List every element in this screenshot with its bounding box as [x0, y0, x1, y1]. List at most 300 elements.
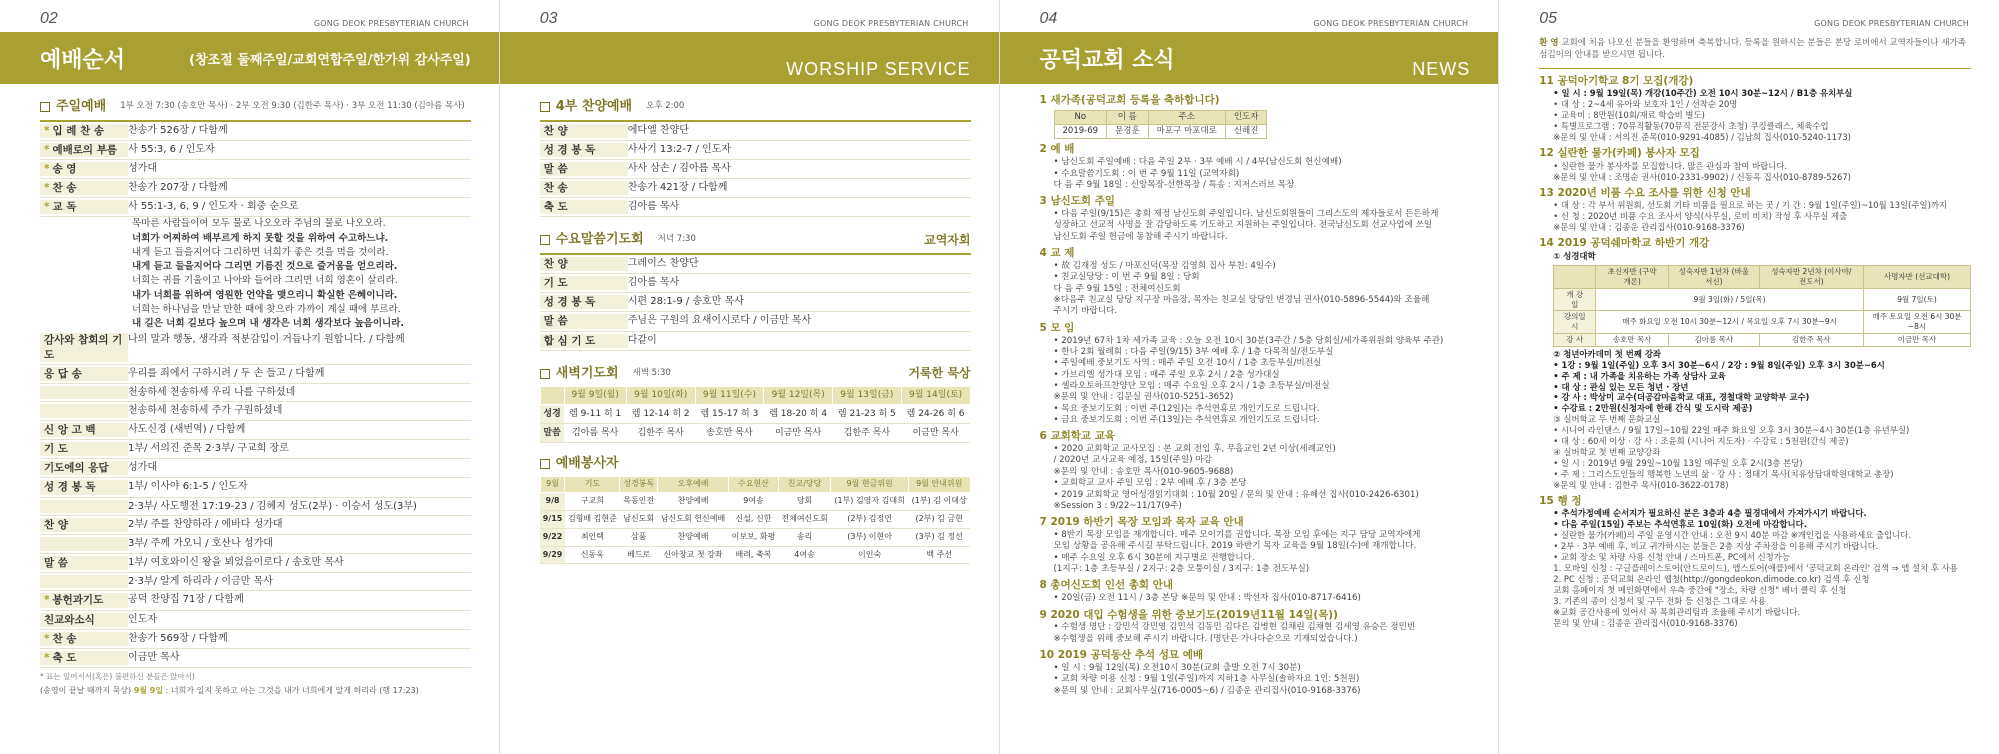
- news-heading: 6 교회학교 교육: [1039, 430, 1115, 443]
- page-header: [1499, 0, 1999, 32]
- star-icon: *: [44, 162, 50, 175]
- news-line: ※수험생을 위해 중보해 주시기 바랍니다. (명단은 가나다순으로 기재되었습니다.): [1053, 633, 1358, 644]
- order-label-text: 교 독: [52, 201, 77, 214]
- band-english-title: WORSHIP SERVICE: [786, 59, 971, 79]
- table-header-cell: 성숙자반 1년차 (바울서신): [1669, 266, 1760, 289]
- page-02: [0, 0, 500, 754]
- order-value: 우리를 죄에서 구하시려 / 두 손 들고 / 다함께: [128, 367, 325, 379]
- order-value: 천송하세 천송하세 주가 구원하셨네: [128, 405, 283, 417]
- table-cell: 매주 화요일 오전 10시 30분~12시 / 목요일 오후 7시 30분~9시: [1596, 311, 1864, 334]
- news-heading: 5 모 임: [1039, 321, 1075, 334]
- order-value: 찬송가 569장 / 다함께: [128, 632, 228, 644]
- news-item: [1040, 94, 1471, 139]
- order-label: [40, 613, 128, 627]
- news-line: ① 성경대학: [1553, 250, 1596, 261]
- church-name: GONG DEOK PRESBYTERIAN CHURCH: [1814, 19, 1969, 28]
- order-value: 시편 28:1-9 / 송호만 목사: [627, 296, 744, 308]
- news-line: ※문의 및 안내 : 서의진 준목(010-9291-4085) / 김남희 집사(010-5240-1173): [1553, 132, 1851, 143]
- title-band: [1000, 32, 1499, 84]
- table-header: [1554, 266, 1971, 289]
- order-row: [40, 554, 471, 573]
- order-row: [40, 365, 471, 384]
- order-label-text: 찬 송: [543, 182, 568, 195]
- page-number: 04: [1039, 10, 1058, 27]
- order-label: [40, 404, 128, 418]
- order-label: [40, 124, 128, 138]
- responsive-reading: [40, 217, 471, 331]
- order-label-text: 말 씀: [543, 315, 568, 328]
- scripture-line: 내게 듣고 들을지어다 그리면 기름진 것으로 즐거움을 얻으리라.: [132, 261, 398, 273]
- table-cell: (2부) 김 금현: [908, 510, 970, 528]
- page-03: [500, 0, 1000, 754]
- church-name: GONG DEOK PRESBYTERIAN CHURCH: [1313, 19, 1469, 28]
- news-line: • 대 상 : 관심 있는 모든 청년 · 장년: [1553, 381, 1689, 392]
- order-value: 김아름 목사: [627, 277, 680, 289]
- order-label-text: 송 영: [52, 162, 77, 175]
- news-line: ※다음주 친교실 당당 지구장 마음장, 목자는 친교실 당당인 변경님 권사(010-5896-5544)와 조율해: [1053, 294, 1430, 305]
- table-row: [1554, 333, 1971, 346]
- table-cell: 렘 18-20 히 4: [764, 404, 833, 423]
- order-label-text: 기 도: [543, 277, 568, 290]
- table-cell: 송호만 목사: [1596, 333, 1669, 346]
- news-line: / 2020년 교사교육 예정, 15일(주일) 마감: [1053, 455, 1212, 466]
- news-line: 문의 및 안내 : 김종운 관리집사(010-9168-3376): [1553, 617, 1738, 628]
- table-cell: 성경: [540, 404, 564, 423]
- welcome-note: [1539, 38, 1971, 69]
- service-times: 1부 오전 7:30 (송호만 목사) · 2부 오전 9:30 (김한주 목사) · 3부 오전 11:30 (김아름 목사): [120, 101, 465, 112]
- order-row: [40, 198, 471, 217]
- table-cell: 매주 토요일 오전 6시 30분~8시: [1863, 311, 1970, 334]
- table-header-cell: 주소: [1148, 110, 1225, 124]
- table-cell: 마포구 마포대로: [1148, 125, 1225, 139]
- table-cell: 이금만 목사: [764, 423, 833, 442]
- order-label-text: 예배로의 부름: [52, 143, 118, 156]
- table-cell: 송리: [778, 528, 830, 546]
- title-band: [0, 32, 499, 84]
- dawn-prayer-table: [540, 386, 971, 442]
- star-icon: *: [44, 632, 50, 645]
- order-row: [540, 141, 971, 160]
- new-family-table: [1054, 110, 1268, 139]
- order-row: [540, 274, 971, 293]
- scripture-line: 내 길은 너희 길보다 높으며 내 생각은 너희 생각보다 높음이니라.: [132, 318, 404, 330]
- news-item: [1040, 143, 1471, 191]
- order-value: 찬송가 207장 / 다함께: [128, 182, 228, 194]
- table-cell: 9/22: [540, 528, 565, 546]
- order-label: [40, 500, 128, 514]
- news-line: • 수요말씀기도회 : 이 번 주 9월 11일 (교역자회): [1053, 168, 1240, 179]
- order-row: [540, 198, 971, 217]
- table-header-cell: 사명자반 (선교대학): [1863, 266, 1970, 289]
- news-line: • 주일예배 중보기도 사역 : 매주 주일 오전 10시 / 1층 초등부실/비전실: [1053, 358, 1322, 369]
- order-label-text: 성 경 봉 독: [543, 296, 596, 309]
- services: [500, 84, 999, 564]
- order-label: [40, 461, 128, 475]
- news-item: [1539, 187, 1971, 233]
- order-value: 1부/ 여호와이신 왕을 뵈었음이로다 / 송호만 목사: [128, 556, 344, 568]
- news-line: 다 음 주 9월 15일 : 전체여신도회: [1053, 283, 1181, 294]
- table-cell: 김아름 목사: [564, 423, 626, 442]
- section-time: 새벽 5:30: [632, 367, 671, 378]
- news-line: 3. 기존의 종이 신청서 및 구두 전화 등 신청은 그대로 사용: [1553, 595, 1766, 606]
- table-cell: 베드로: [620, 546, 657, 564]
- table-row: [1554, 311, 1971, 334]
- scripture-line: 목마른 사람들이여 모두 물로 나오오라 주님의 물로 나오오라.: [132, 218, 386, 230]
- news-item: [1040, 322, 1471, 427]
- news-line: • 주 제 : 내 가족을 치유하는 가족 상담사 교육: [1553, 370, 1726, 381]
- news-heading: 14 2019 공덕쉐마학교 하반기 개강: [1539, 236, 1710, 249]
- table-header-cell: 9월 12일(목): [764, 387, 833, 404]
- page-number: 02: [40, 10, 58, 27]
- order-label-text: 말 씀: [44, 556, 68, 569]
- table-cell: (3부) 이현아: [831, 528, 909, 546]
- news-line: • 수강료 : 2만원(신청자에 한해 간식 및 도시락 제공): [1553, 403, 1753, 414]
- order-row: [40, 498, 471, 517]
- order-label: [40, 367, 128, 381]
- table-header-cell: [1554, 266, 1596, 289]
- table-header-cell: 이 름: [1107, 110, 1149, 124]
- news-line: • 실란한 물가 봉사자를 모집합니다. 많은 관심과 참여 바랍니다.: [1553, 160, 1788, 171]
- star-icon: *: [44, 143, 50, 156]
- order-list-2: [40, 331, 471, 668]
- order-label: [40, 593, 128, 607]
- order-label: [540, 200, 628, 214]
- news-line: ※문의 및 안내 : 김종운 관리집사(010-9168-3376): [1553, 222, 1745, 232]
- footnote: * 표는 일어서서(혹은) 불편하신 분들은 앉아서): [40, 672, 195, 682]
- checkbox-icon: [40, 102, 50, 112]
- order-value: 김아름 목사: [627, 201, 680, 213]
- order-label: [40, 480, 128, 494]
- order-label: [540, 181, 628, 195]
- section-label: 수요말씀기도회: [555, 232, 644, 248]
- table-cell: 배려, 축복: [729, 546, 779, 564]
- table-cell: 최인택: [565, 528, 620, 546]
- table-header-cell: 9월 14일(토): [901, 387, 970, 404]
- news-heading: 13 2020년 비품 수요 조사를 위한 신청 안내: [1539, 186, 1751, 199]
- news-line: ② 청년아카데미 첫 번째 강좌: [1553, 348, 1661, 359]
- table-cell: 목동인전: [620, 493, 657, 511]
- order-label: [540, 295, 628, 309]
- order-label-text: 찬 양: [44, 519, 68, 532]
- news-line: • 대 상 : 60세 이상 · 강 사 : 조윤희 (시니어 지도자) · 수강료 : 5천원(간식 제공): [1553, 436, 1849, 447]
- table-row: [540, 493, 970, 511]
- order-row: [40, 122, 471, 141]
- table-cell: 9/29: [540, 546, 565, 564]
- table-cell: 렘 24-26 히 6: [901, 404, 970, 423]
- news-line: • 다음 주일(15일) 주보는 추석연휴로 10일(화) 오전에 마감합니다.: [1553, 519, 1807, 530]
- scripture-line: 너희가 어찌하여 배부르게 하지 못할 것을 위하여 수고하느냐.: [132, 232, 389, 244]
- order-value: 2·3부/ 사도행전 17:19-23 / 김혜지 성도(2부) · 이승서 성도(3부): [128, 500, 417, 512]
- order-row: [40, 573, 471, 592]
- table-row: [540, 546, 970, 564]
- news-line: • 수험생 명단 : 강민석 강민영 김민석 김동민 김다은 김병현 김채린 김채현 김세영 유승은 정민빈: [1053, 622, 1416, 633]
- page-title: 예배순서: [40, 47, 126, 73]
- volunteers-table: [540, 476, 971, 564]
- table-row: [1554, 288, 1971, 311]
- table-cell: 렘 15-17 히 3: [695, 404, 764, 423]
- order-value: 성가대: [128, 162, 157, 174]
- news-line: 교회 홈페이지 첫 메인화면에서 우측 중간에 "장소, 차량 신청" 배너 클릭 후 신청: [1553, 584, 1847, 595]
- news-line: 다 음 주 9월 18일 : 신앙목장-선한목장 / 특송 : 지저스러브 목장: [1053, 179, 1295, 190]
- order-label: [540, 276, 628, 290]
- order-value: 주님은 구원의 요새이시로다 / 이금만 목사: [627, 315, 812, 327]
- table-row: [1054, 125, 1267, 139]
- table-cell: 렘 21-23 히 5: [833, 404, 902, 423]
- table-cell: 9여송: [729, 493, 779, 511]
- table-cell: 강 사: [1554, 333, 1596, 346]
- table-cell: (1부) 김 이대상: [908, 493, 970, 511]
- news-line: • 교회 차량 이용 신청 : 9월 1일(주일)까지 지하1층 사무실(솔하자요 1인: 5천원): [1053, 674, 1360, 685]
- order-label: [40, 386, 128, 400]
- order-value: 에다엘 찬양단: [627, 124, 689, 136]
- table-cell: 백 주선: [908, 546, 970, 564]
- news-line: • 목요 중보기도회 : 이번 주(12일)는 추석연휴로 개인기도로 드립니다.: [1053, 403, 1320, 414]
- table-cell: 9월 7일(토): [1863, 288, 1970, 311]
- section-title: [40, 98, 471, 116]
- star-icon: *: [44, 651, 50, 664]
- order-label-text: 응 답 송: [44, 367, 82, 380]
- table-header-cell: 9월 10일(화): [626, 387, 695, 404]
- table-cell: 김한주 목사: [626, 423, 695, 442]
- news-line: • 일 시 : 9월 19일(목) 개강(10주간) 오전 10시 30분~12시 / B1층 유치부실: [1553, 88, 1853, 99]
- praise-service-list: [540, 120, 971, 218]
- news-heading: 11 공덕아기학교 8기 모집(개강): [1539, 74, 1694, 87]
- table-row: [540, 528, 970, 546]
- order-value: 나의 말과 행동, 생각과 적분감입이 거듭나기 원합니다. / 다함께: [128, 334, 405, 346]
- news-heading: 4 교 제: [1039, 247, 1075, 260]
- news-line: • 신 청 : 2020년 비품 수요 조사서 양식(사무실, 로비 비치) 작성 후 사무실 제출: [1553, 211, 1848, 222]
- order-row: [540, 255, 971, 274]
- news-line: • 한나 2회 월례회 : 다음 주일(9/15) 3부 예배 후 / 1층 다목적실/전도부실: [1053, 346, 1334, 357]
- star-icon: *: [44, 594, 50, 607]
- table-cell: 9월 3일(화) / 5일(목): [1596, 288, 1864, 311]
- order-value: 찬송가 526장 / 다함께: [128, 124, 228, 136]
- title-band: [500, 32, 999, 84]
- table-cell: (2부) 김정연: [831, 510, 909, 528]
- scripture-line: 너희는 하나님을 만날 만한 때에 찾으라 가까이 계실 때에 부르라.: [132, 303, 401, 315]
- table-header: [1054, 110, 1267, 124]
- order-value: 인도자: [128, 613, 157, 625]
- news-list: [1000, 84, 1499, 697]
- table-header-cell: 9월 11일(수): [695, 387, 764, 404]
- news-heading: 12 실란한 물가(카페) 봉사자 모집: [1539, 147, 1700, 160]
- news-line: ※Session 3 : 9/22~11/17(9주): [1053, 500, 1182, 511]
- order-label: [40, 423, 128, 437]
- order-value: 그레이스 찬양단: [627, 257, 699, 269]
- order-label: [40, 162, 128, 176]
- order-row: [40, 179, 471, 198]
- news-line: • 故 김재정 성도 / 마포신덕(목장 김영희 집사 부친: 4일수): [1053, 260, 1276, 271]
- table-header-cell: 9월 9일(월): [564, 387, 626, 404]
- verse-pre: (송영이 끝날 때까지 묵상): [40, 686, 132, 696]
- order-label-text: 감사와 참회의 기도: [44, 334, 123, 361]
- news-line: • 매주 수요일 오후 6시 30분에 지구별로 진행합니다.: [1053, 552, 1255, 563]
- order-row: [40, 440, 471, 459]
- news-line: 2. PC 신청 : 공덕교회 온라인 웹청(http://gongdeokon.dimode.co.kr) 검색 후 신청: [1553, 573, 1870, 584]
- news-line: 남신도회 주일 헌금에 동참해 주시기 바랍니다.: [1053, 231, 1228, 242]
- table-cell: 김아름 목사: [1669, 333, 1760, 346]
- order-list: [40, 120, 471, 218]
- order-row: [40, 141, 471, 160]
- news-line: 모임 상황을 공유해 주시길 부탁드립니다. 2019 하반기 목자 교육을 9월 18일(수)에 재개합니다.: [1053, 541, 1417, 552]
- order-label: [40, 143, 128, 157]
- order-value: 1부/ 서의진 준목 2·3부/ 구교희 장로: [128, 443, 289, 455]
- star-icon: *: [44, 201, 50, 214]
- table-cell: 찬양예배: [657, 528, 728, 546]
- page-number: 03: [539, 10, 558, 27]
- table-cell: 이금만 목사: [901, 423, 970, 442]
- table-cell: 당회: [778, 493, 830, 511]
- page-subtitle: (창조절 둘째주일/교회연합주일/한가위 감사주일): [189, 52, 471, 68]
- order-label: [40, 442, 128, 456]
- table-header-cell: 초신자반 (구약개론): [1596, 266, 1669, 289]
- scripture-line: 너희는 귀를 기울이고 나아와 들어라 그리면 너희 영혼이 살리라.: [132, 275, 398, 287]
- news-list: [1499, 69, 1999, 629]
- table-header-cell: 오후예배: [657, 477, 728, 493]
- table-cell: 이보보, 화평: [729, 528, 779, 546]
- section-time: 저녁 7:30: [657, 234, 696, 245]
- star-icon: *: [44, 124, 50, 137]
- table-header-cell: 9월 13일(금): [833, 387, 902, 404]
- table-header: [540, 387, 970, 404]
- news-heading: 3 남신도회 주일: [1039, 195, 1115, 208]
- news-heading: 15 행 정: [1539, 494, 1582, 507]
- news-line: ※문의 및 안내 : 교회사무실(716-0005~6) / 김종운 관리집사(010-9168-3376): [1053, 685, 1361, 696]
- table-cell: 이금만 목사: [1863, 333, 1970, 346]
- table-cell: 2019-69: [1054, 125, 1107, 139]
- table-cell: 김한주 목사: [1759, 333, 1863, 346]
- checkbox-icon: [540, 102, 550, 112]
- table-cell: 신동욱: [565, 546, 620, 564]
- news-line: • 실란한 물가(카페)의 주일 운영시간 안내 : 오전 9시 40분 마감 ※개인컵을 사용하세요 출입니다.: [1553, 530, 1911, 541]
- order-label-text: 찬 양: [543, 124, 568, 137]
- table-cell: 남신도회 헌신예배: [657, 510, 728, 528]
- table-cell: 개 강 일: [1554, 288, 1596, 311]
- order-row: [540, 293, 971, 312]
- order-label-text: 찬 송: [52, 182, 77, 195]
- order-row: [40, 649, 471, 668]
- news-line: ※교회 공간사용에 있어서 꼭 목회관리팀과 조율해 주시기 바랍니다.: [1553, 606, 1800, 617]
- order-label: [40, 651, 128, 665]
- section-title: [540, 98, 971, 116]
- news-line: • 20일(금) 오전 11시 / 3층 본당 ※문의 및 안내 : 박선자 집사(010-8717-6416): [1053, 593, 1361, 604]
- order-row: [540, 332, 971, 351]
- section-title: [540, 231, 971, 249]
- table-cell: 김형배 김현준: [565, 510, 620, 528]
- order-row: [40, 421, 471, 440]
- table-cell: 9/15: [540, 510, 565, 528]
- page-header: [500, 0, 999, 32]
- order-row: [40, 384, 471, 403]
- page-header: [1000, 0, 1499, 32]
- table-cell: 9/8: [540, 493, 565, 511]
- star-icon: *: [44, 182, 50, 195]
- order-value: 3부/ 주께 가오니 / 호산나 성가대: [128, 538, 273, 550]
- table-cell: 전체여신도회: [778, 510, 830, 528]
- section-label: 새벽기도회: [555, 365, 619, 381]
- order-row: [540, 122, 971, 141]
- verse-text: : 너희가 일지 못하고 아는 그것을 내가 너희에게 알게 하리라 (행 17:23): [165, 686, 419, 696]
- page-header: [0, 0, 499, 32]
- church-name: GONG DEOK PRESBYTERIAN CHURCH: [813, 19, 969, 28]
- news-line: • 교회학교 교사 주일 모임 : 2부 예배 후 / 3층 본당: [1053, 478, 1247, 489]
- news-line: • 2019 교회학교 영어성경읽기대회 : 10월 20일 / 문의 및 안내 : 유혜선 집사(010-2426-6301): [1053, 489, 1419, 500]
- order-label-text: 신 앙 고 백: [44, 423, 96, 436]
- news-line: • 2019년 67차 1차 세가족 교육 : 오늘 오전 10시 30분(3주간 / 5층 당회실/세가족위원회 양육부 주관): [1053, 335, 1444, 346]
- news-item: [1539, 147, 1971, 182]
- news-item: [1040, 195, 1471, 243]
- table-header-cell: 성숙자반 2년차 (이사야/전도서): [1759, 266, 1863, 289]
- news-line: • 8반기 목장 모임을 재개합니다. 매주 모이기를 권합니다. 목장 모임 후에는 지구 담당 교역자에게: [1053, 530, 1421, 541]
- table-header-cell: 기도: [565, 477, 620, 493]
- news-item: [1539, 237, 1971, 262]
- table-row: [540, 423, 970, 442]
- order-label: [540, 162, 628, 176]
- news-line: • 주 제 : 그리스도인들의 행복한 노년의 삶 · 강 사 : 정태기 목사(치유상담대학원대학교 총장): [1553, 468, 1894, 479]
- news-line: • 대 상 : 2~4세 유아와 보호자 1인 / 선착순 20명: [1553, 99, 1738, 110]
- table-row: [540, 404, 970, 423]
- checkbox-icon: [540, 235, 550, 245]
- section-right: 거룩한 묵상: [908, 366, 971, 381]
- news-item: [1040, 579, 1471, 604]
- checkbox-icon: [540, 369, 550, 379]
- section-right: 교역자회: [924, 233, 971, 248]
- news-heading: 8 총여신도회 인선 총회 안내: [1039, 579, 1174, 592]
- order-value: 공덕 찬양집 71장 / 다함께: [128, 594, 244, 606]
- order-label-text: 말 씀: [543, 162, 568, 175]
- order-label-text: 축 도: [52, 651, 77, 664]
- order-value: 2·3부/ 알게 하리라 / 이금만 목사: [128, 575, 273, 587]
- order-row: [40, 516, 471, 535]
- scripture-line: 내가 너희를 위하여 영원한 언약을 맺으리니 확실한 은혜이니라.: [132, 289, 398, 301]
- news-line: ※문의 및 안내 : 조명순 권사(010-2331-9902) / 신동옥 집사(010-8789-5267): [1553, 171, 1851, 182]
- news-heading: 7 2019 하반기 목장 모임과 목자 교육 안내: [1039, 516, 1244, 529]
- order-row: [540, 160, 971, 179]
- order-label-text: 합 심 기 도: [543, 334, 596, 347]
- table-cell: 신아창교 첫 강좌: [657, 546, 728, 564]
- page-title: 공덕교회 소식: [1039, 47, 1175, 73]
- table-row: [540, 510, 970, 528]
- table-header-cell: 친교/당당: [778, 477, 830, 493]
- order-label: [540, 314, 628, 328]
- news-line: • 교육비 : 8만원(10회/재료 학습비 별도): [1553, 110, 1705, 121]
- news-line: • 대 상 : 각 부서 위원회, 선도회 기타 비품을 필요로 하는 곳 / 기 간 : 9월 1일(주일)~10월 13일(주일)까지: [1553, 200, 1948, 211]
- table-header-cell: 인도자: [1225, 110, 1267, 124]
- news-item: [1040, 516, 1471, 575]
- order-row: [40, 160, 471, 179]
- verse-date: 9월 9일: [133, 686, 164, 696]
- news-heading: 1 새가족(공덕교회 등록을 축하합니다): [1039, 94, 1220, 106]
- table-cell: 렘 9-11 히 1: [564, 404, 626, 423]
- news-line: • 강 사 : 박상미 교수(더공감마음학교 대표, 경철대학 교양학부 교수): [1553, 392, 1810, 403]
- welcome-text: 교회에 처음 나오신 분들을 환영하며 축복합니다. 등록을 원하시는 분들은 본당 로비에서 교역자들이나 새가족 섬김이의 안내를 받으시면 됩니다.: [1539, 38, 1966, 60]
- news-line: • 추석가정예배 순서지가 필요하신 분은 3층과 4층 필경대에서 가져가시기 바랍니다.: [1553, 508, 1867, 519]
- order-value: 찬송가 421장 / 다함께: [627, 182, 728, 194]
- table-cell: 4여송: [778, 546, 830, 564]
- section-title: [540, 455, 971, 473]
- band-english-title: NEWS: [1412, 59, 1471, 79]
- order-label-text: 찬 송: [52, 632, 77, 645]
- news-line: • 다음 주일(9/15)은 총회 제정 남신도회 주일입니다. 남신도회원들이 그리스도의 제자들로서 든든하게: [1053, 209, 1439, 220]
- news-item: [1040, 609, 1471, 646]
- order-value: 사 55:1-3, 6, 9 / 인도자 · 회중 순으로: [128, 201, 299, 213]
- table-header-cell: 수요현산: [729, 477, 779, 493]
- news-heading: 10 2019 공덕동산 추석 성묘 예배: [1039, 649, 1204, 662]
- order-label: [540, 334, 628, 348]
- news-line: • 남신도회 주일예배 : 다음 주일 2부 · 3부 예배 시 / 4부(남신도회 헌신예배): [1053, 157, 1342, 168]
- table-cell: 말씀: [540, 423, 564, 442]
- order-row: [40, 611, 471, 630]
